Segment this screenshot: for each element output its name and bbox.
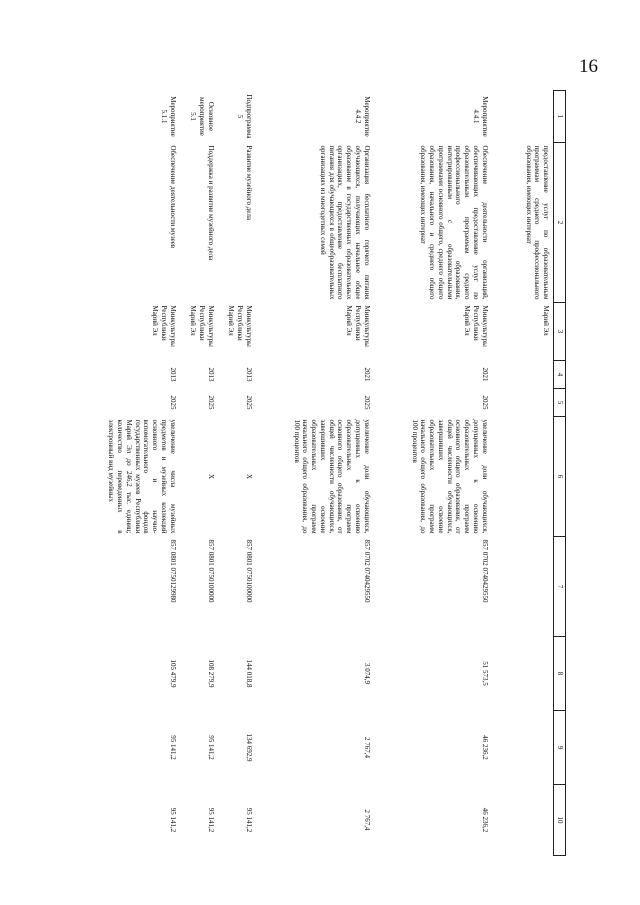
cell-value bbox=[492, 637, 554, 711]
cell-start: 2013 bbox=[244, 367, 253, 382]
cell-value: 3 074,9 bbox=[362, 663, 371, 684]
cell-activity: Подпрограмма 5 bbox=[236, 94, 253, 139]
cell-start: 2021 bbox=[480, 367, 489, 382]
cell-result: увеличение доли обучающихся, допущенных к освоению образовательных программ основного общего образования, от общей численности обучающихся, завершивших освоение образовательных программ начального общего образования, до 100 процентов bbox=[292, 419, 371, 534]
header-cell: 3 bbox=[554, 303, 566, 361]
cell-value: 51 573,5 bbox=[480, 661, 489, 686]
table-row bbox=[180, 91, 218, 856]
cell-executor: Минкультуры Республики Марий Эл bbox=[345, 305, 371, 347]
cell-end: 2025 bbox=[168, 395, 177, 410]
page-number: 16 bbox=[579, 56, 598, 77]
table-row bbox=[104, 91, 180, 856]
cell-result: увеличение числа музейных предметов и музейных коллекций основного и научно-вспомогательного фондов государственных музеев Республики Марий Эл до 246,2 тыс. единиц; количество переведенных в электронный вид музейных bbox=[107, 419, 177, 534]
table-row bbox=[256, 91, 374, 856]
cell-activity: Мероприятие 5.1.1 bbox=[160, 96, 177, 137]
rotated-table-container bbox=[107, 90, 566, 855]
cell-activity: Мероприятие 4.4.1 bbox=[472, 96, 489, 137]
cell-executor: Минкультуры Республики Марий Эл bbox=[151, 305, 177, 347]
cell-executor: Минкультуры Республики Марий Эл bbox=[227, 305, 253, 347]
header-cell: 10 bbox=[554, 785, 566, 856]
header-cell: 6 bbox=[554, 417, 566, 537]
cell-name: Поддержка и развитие музейного дела bbox=[206, 145, 215, 261]
header-cell: 9 bbox=[554, 711, 566, 785]
cell-code: 857 0801 0750129980 bbox=[168, 539, 177, 603]
header-cell: 8 bbox=[554, 637, 566, 711]
cell-start: 2021 bbox=[362, 367, 371, 382]
cell-name: Развитие музейного дела bbox=[244, 145, 253, 220]
cell-executor: Марий Эл bbox=[542, 305, 551, 336]
cell-value: 108 279,9 bbox=[206, 659, 215, 688]
cell-value: 95 141,2 bbox=[168, 807, 177, 833]
header-cell: 4 bbox=[554, 361, 566, 389]
cell-start: 2013 bbox=[168, 367, 177, 382]
cell-value: 95 141,2 bbox=[244, 807, 253, 833]
cell-value: 46 236,2 bbox=[480, 735, 489, 760]
cell-name: Обеспечение деятельности организаций, обеспечивающих предоставление услуг по образовательным программам среднего профессионального образования, интегрированным с образовательными программами основного общего, среднего общего образования, начального и среднего общего образования, имеющих интернат bbox=[419, 145, 489, 300]
cell-result: увеличение доли обучающихся, допущенных к освоению образовательных программ основного общего образования, от общей численности обучающихся, завершивших освоение образовательных программ начального общего образования, до 100 процентов bbox=[410, 419, 489, 534]
cell-value: 144 018,8 bbox=[244, 659, 253, 688]
cell-value bbox=[492, 785, 554, 856]
cell-activity: Основное мероприятие 5.1 bbox=[189, 97, 215, 136]
cell-code: 857 0702 0740429550 bbox=[362, 539, 371, 603]
cell-value bbox=[492, 711, 554, 785]
header-cell: 2 bbox=[554, 143, 566, 303]
cell-name: Обеспечение деятельности музеев bbox=[168, 145, 177, 249]
cell-value: 95 141,2 bbox=[168, 735, 177, 760]
cell-value: 2 767,4 bbox=[362, 737, 371, 758]
cell-code: 857 0801 0750100000 bbox=[244, 539, 253, 603]
cell-code: 857 0801 0750100000 bbox=[206, 539, 215, 603]
cell-name: Организация бесплатного горячего питания обучающихся, получающих начальное общее образование в государственных образовательных организациях, предоставление бесплатного питания для обучающихся в общеобразовательных организациях из многодетных семей bbox=[319, 145, 371, 300]
cell-code bbox=[492, 537, 554, 637]
cell-value: 46 236,2 bbox=[480, 807, 489, 833]
table-row bbox=[218, 91, 256, 856]
cell-result: Х bbox=[244, 473, 253, 480]
cell-end: 2025 bbox=[206, 395, 215, 410]
cell-executor: Минкультуры Республики Марий Эл bbox=[189, 305, 215, 347]
cell-result: Х bbox=[206, 473, 215, 480]
program-table bbox=[104, 90, 566, 856]
cell-name: предоставление услуг по образовательным программам среднего профессионального образования, имеющих интернат bbox=[524, 145, 551, 300]
cell-value: 95 141,2 bbox=[206, 735, 215, 760]
table-row bbox=[374, 91, 492, 856]
cell-activity: Мероприятие 4.4.2 bbox=[354, 96, 371, 137]
header-row bbox=[554, 91, 566, 856]
cell-end bbox=[492, 389, 554, 417]
cell-value: 134 692,9 bbox=[244, 733, 253, 762]
cell-end: 2025 bbox=[480, 395, 489, 410]
cell-executor: Минкультуры Республики Марий Эл bbox=[463, 305, 489, 347]
header-cell: 1 bbox=[554, 91, 566, 143]
cell-value: 95 141,2 bbox=[206, 807, 215, 833]
cell-code: 857 0702 0740429550 bbox=[480, 539, 489, 603]
header-cell: 7 bbox=[554, 537, 566, 637]
cell-value: 2 767,4 bbox=[362, 809, 371, 831]
cell-start bbox=[492, 361, 554, 389]
cell-value: 105 479,9 bbox=[168, 659, 177, 688]
cell-start: 2013 bbox=[206, 367, 215, 382]
cell-end: 2025 bbox=[362, 395, 371, 410]
cell-result bbox=[492, 417, 554, 537]
table-row bbox=[492, 91, 554, 856]
cell-activity bbox=[492, 91, 554, 143]
header-cell: 5 bbox=[554, 389, 566, 417]
cell-end: 2025 bbox=[244, 395, 253, 410]
